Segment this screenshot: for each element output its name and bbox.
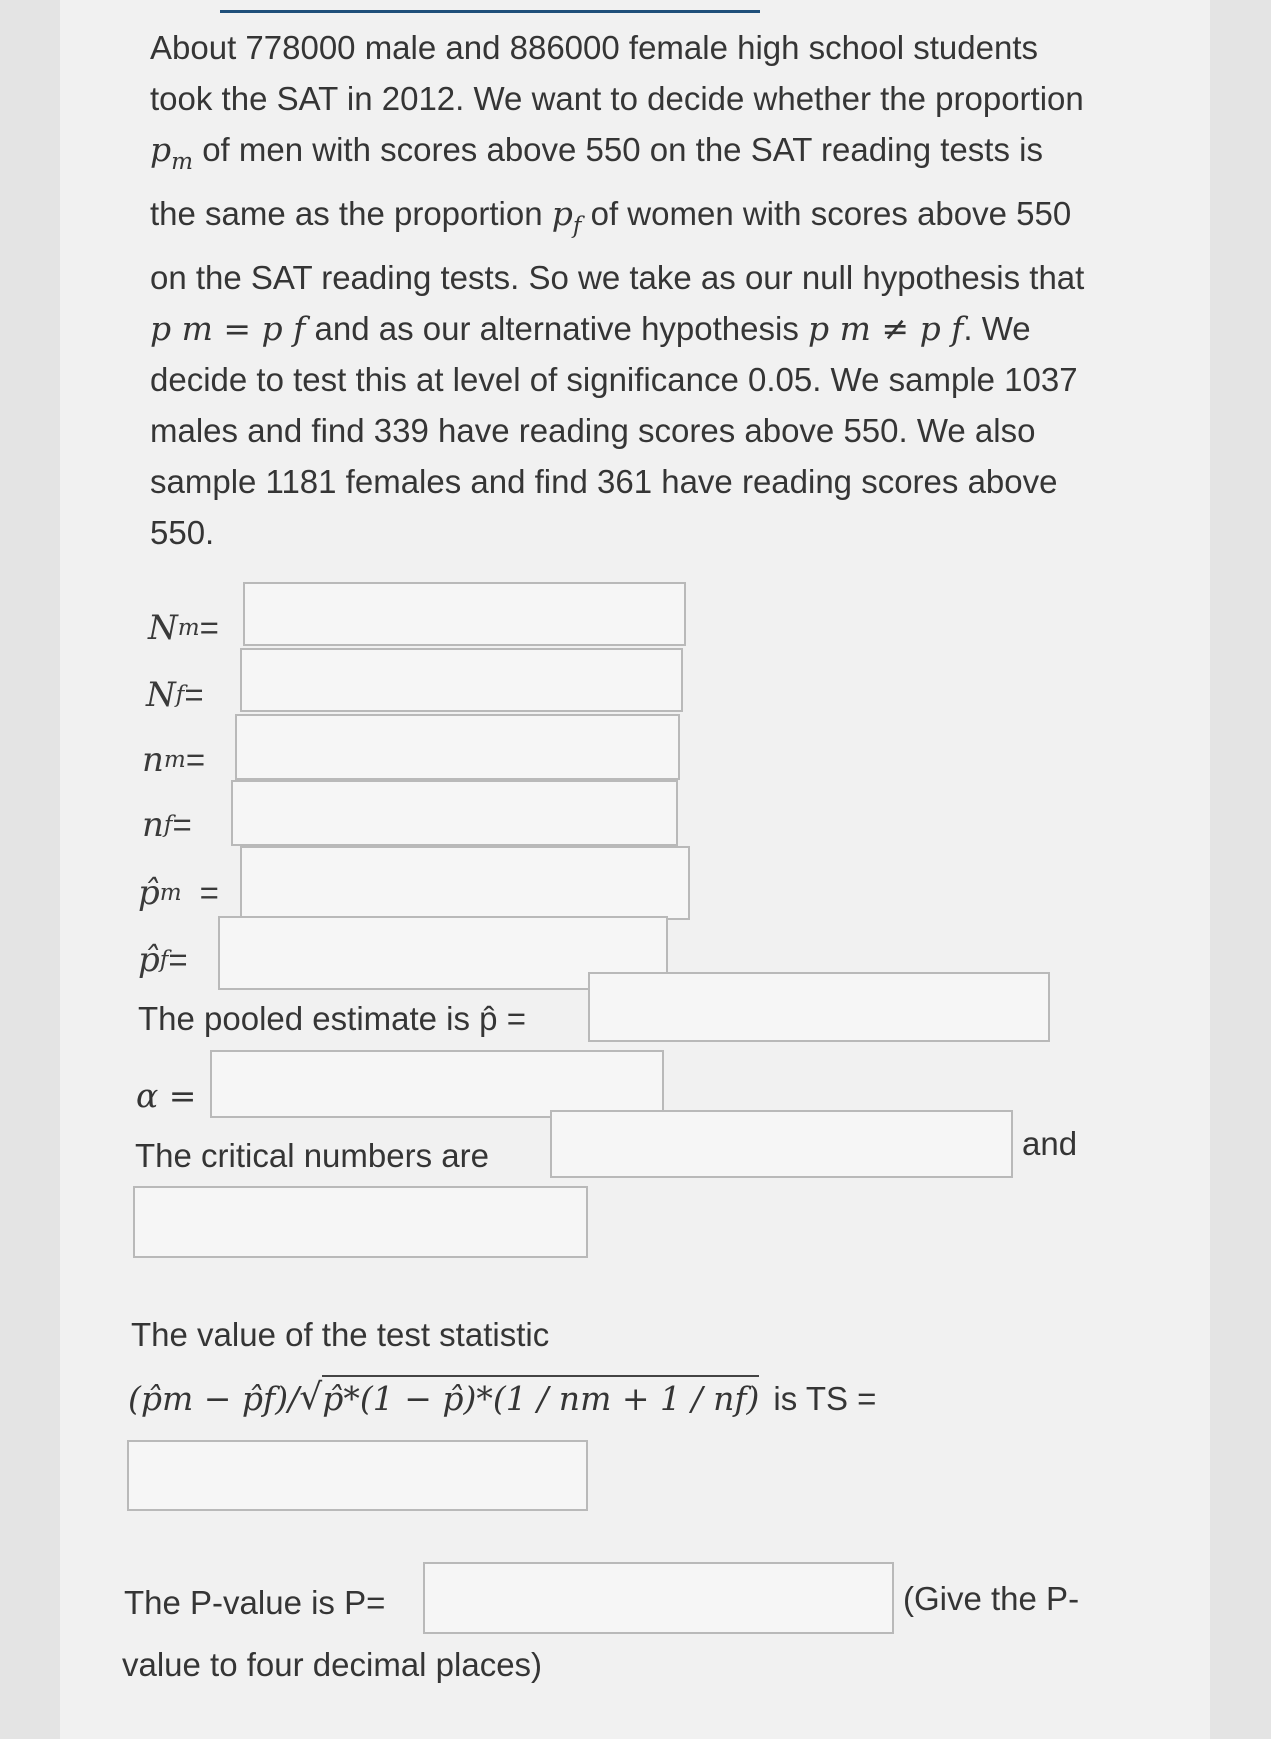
label-N-m: N m = (148, 608, 219, 648)
phat-m-input[interactable] (240, 846, 690, 920)
p-f-symbol: $p_f$ (551, 194, 582, 240)
label-n-f: n f = (142, 805, 192, 845)
label-phat-f: p̂ f = (138, 940, 188, 980)
critical-number-1-input[interactable] (550, 1110, 1013, 1178)
alpha-label: α = (136, 1076, 197, 1115)
pooled-estimate-label: The pooled estimate is p̂ = (138, 1000, 526, 1037)
p-value-input[interactable] (423, 1562, 894, 1634)
null-hypothesis: p m = p f (150, 309, 306, 349)
label-phat-m: p̂ m = (138, 873, 219, 913)
p-m-symbol: $p_m$ (150, 130, 194, 176)
test-statistic-label: The value of the test statistic (131, 1316, 550, 1353)
problem-statement: About 778000 male and 886000 female high school students took the SAT in 2012. We want to decide whether the proportion $p_m$ of men with scores above 550 on the SAT reading tests is the same as the proportion $p_f$ of women with scores above 550 on the SAT reading tests. So we take as our null hypothesis that p m = p f and as our alternative hypothesis p m ≠ p f. We decide to test this at level of significance 0.05. We sample 1037 males and find 339 have reading scores above 550. We also sample 1181 females and find 361 have reading scores above 550. (150, 29, 1085, 552)
critical-numbers-label: The critical numbers are (135, 1137, 489, 1174)
N-f-input[interactable] (240, 648, 683, 712)
instructions-link[interactable] (220, 0, 760, 13)
alpha-input[interactable] (210, 1050, 664, 1118)
p-value-note-2: value to four decimal places) (122, 1646, 543, 1683)
alternative-hypothesis: p m ≠ p f (808, 309, 964, 349)
p-value-note-1: (Give the P- (903, 1580, 1080, 1617)
label-N-f: N f = (146, 675, 204, 715)
N-m-input[interactable] (243, 582, 686, 646)
pooled-estimate-input[interactable] (588, 972, 1050, 1042)
and-label: and (1022, 1125, 1078, 1162)
n-m-input[interactable] (235, 714, 680, 780)
critical-number-2-input[interactable] (133, 1186, 588, 1258)
n-f-input[interactable] (231, 780, 678, 846)
test-statistic-formula: (p̂m − p̂f)/ √ p̂*(1 − p̂)*(1 / nm + 1 / nf) is TS = (128, 1377, 877, 1418)
test-statistic-input[interactable] (127, 1440, 588, 1511)
p-value-label: The P-value is P= (124, 1584, 386, 1621)
label-n-m: n m = (142, 740, 206, 780)
